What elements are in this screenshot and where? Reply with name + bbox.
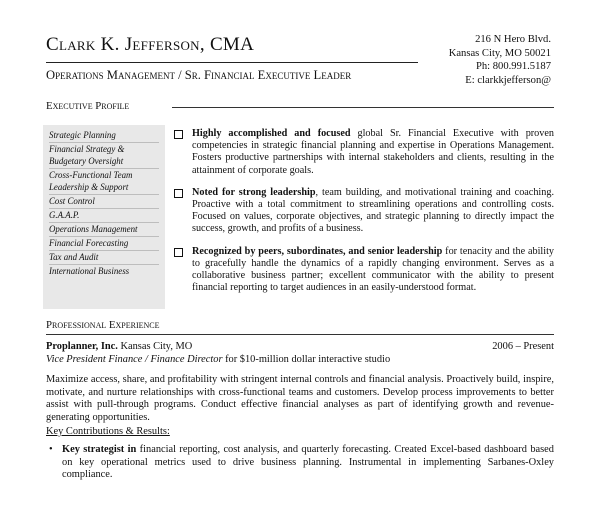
contribution-text: financial reporting, cost analysis, and quarterly forecasting. Created Excel-based dashboard based on key operational metrics used to drive business planning. Instrumental in implementing Sarbanes-Oxley compliance. [62,444,554,481]
profile-divider [172,107,554,108]
experience-divider [46,334,554,335]
section-title-experience: Professional Experience [46,319,160,331]
section-title-profile: Executive Profile [46,100,130,112]
bullet-lead: Noted for strong leadership [192,186,316,198]
profile-bullet [174,128,554,177]
skill-item: Cross-Functional Team [49,170,133,180]
candidate-name: Clark K. Jefferson, CMA [46,34,255,55]
company-location: Kansas City, MO [117,341,193,352]
profile-bullet [174,187,554,236]
contribution-item [46,444,554,481]
role-title: Vice President Finance / Finance Director [46,354,223,365]
skill-item: Financial Strategy & [49,144,125,154]
skill-item: International Business [49,266,130,276]
contact-phone: Ph: 800.991.5187 [475,61,551,73]
checkbox-square-icon [174,130,183,139]
company-name: Proplanner, Inc. [46,341,118,352]
candidate-subtitle: Operations Management / Sr. Financial Executive Leader [46,68,352,82]
profile-bullet [174,246,554,295]
contact-email: E: clarkkjefferson@ [465,74,551,86]
skill-item: Cost Control [49,195,159,209]
contact-block [449,33,551,87]
header-divider [46,62,418,63]
bullet-text: , team building, and motivational training and coaching. Proactive with a total commitment to streamlining operations and controlling costs. Focused on values, corporate objectives, and strategic planning to directly impact the success, growth, and profits of a business. [192,186,554,235]
job-description: Maximize access, share, and profitability with stringent internal controls and financial analysis. Proactively build, inspire, motivate, and nurture relationships with cross-functional teams and customers. Develop process improvements to better assist with pull-through programs. Conduct effective financial analyses as part of identifying growth and revenue-generating opportunities. [46,374,554,423]
checkbox-square-icon [174,248,183,257]
skill-item: Budgetary Oversight [49,155,159,169]
experience-header [46,341,554,353]
skill-item: Strategic Planning [49,129,159,143]
employment-dates: 2006 – Present [492,341,554,352]
skill-item: Operations Management [49,223,159,237]
contact-address: 216 N Hero Blvd. [475,34,551,45]
role-suffix: for $10-million dollar interactive studio [222,354,391,365]
experience-entry [46,341,554,482]
contributions-title: Key Contributions & Results: [46,426,170,438]
bullet-lead: Recognized by peers, subordinates, and senior leadership [192,245,443,257]
contact-city: Kansas City, MO 50021 [448,47,551,59]
bullet-text: global Sr. Financial Executive with proven competencies in strategic financial planning and expertise in Operations Management. Fosters productive partnerships with internal stakeholders and clients, resulting in the attainment of corporate goals. [192,128,554,176]
skill-item: Financial Forecasting [49,237,159,251]
skill-item: Tax and Audit [49,251,159,265]
profile-bullets [174,128,554,304]
checkbox-square-icon [174,189,183,198]
bullet-lead: Highly accomplished and focused [192,128,351,139]
job-role [46,354,554,366]
contribution-lead: Key strategist in [62,444,137,456]
skill-item: Leadership & Support [49,181,159,195]
skills-sidebar [43,125,165,309]
skill-item: G.A.A.P. [49,209,159,223]
bullet-text: for tenacity and the ability to gracefully handle the dynamics of a rapidly changing environment. Serves as a collaborative business partner; excellent communicator with the ability to present financial reporting to target audiences in an easily-understood format. [192,245,555,294]
bullet-dot-icon: • [49,444,53,456]
